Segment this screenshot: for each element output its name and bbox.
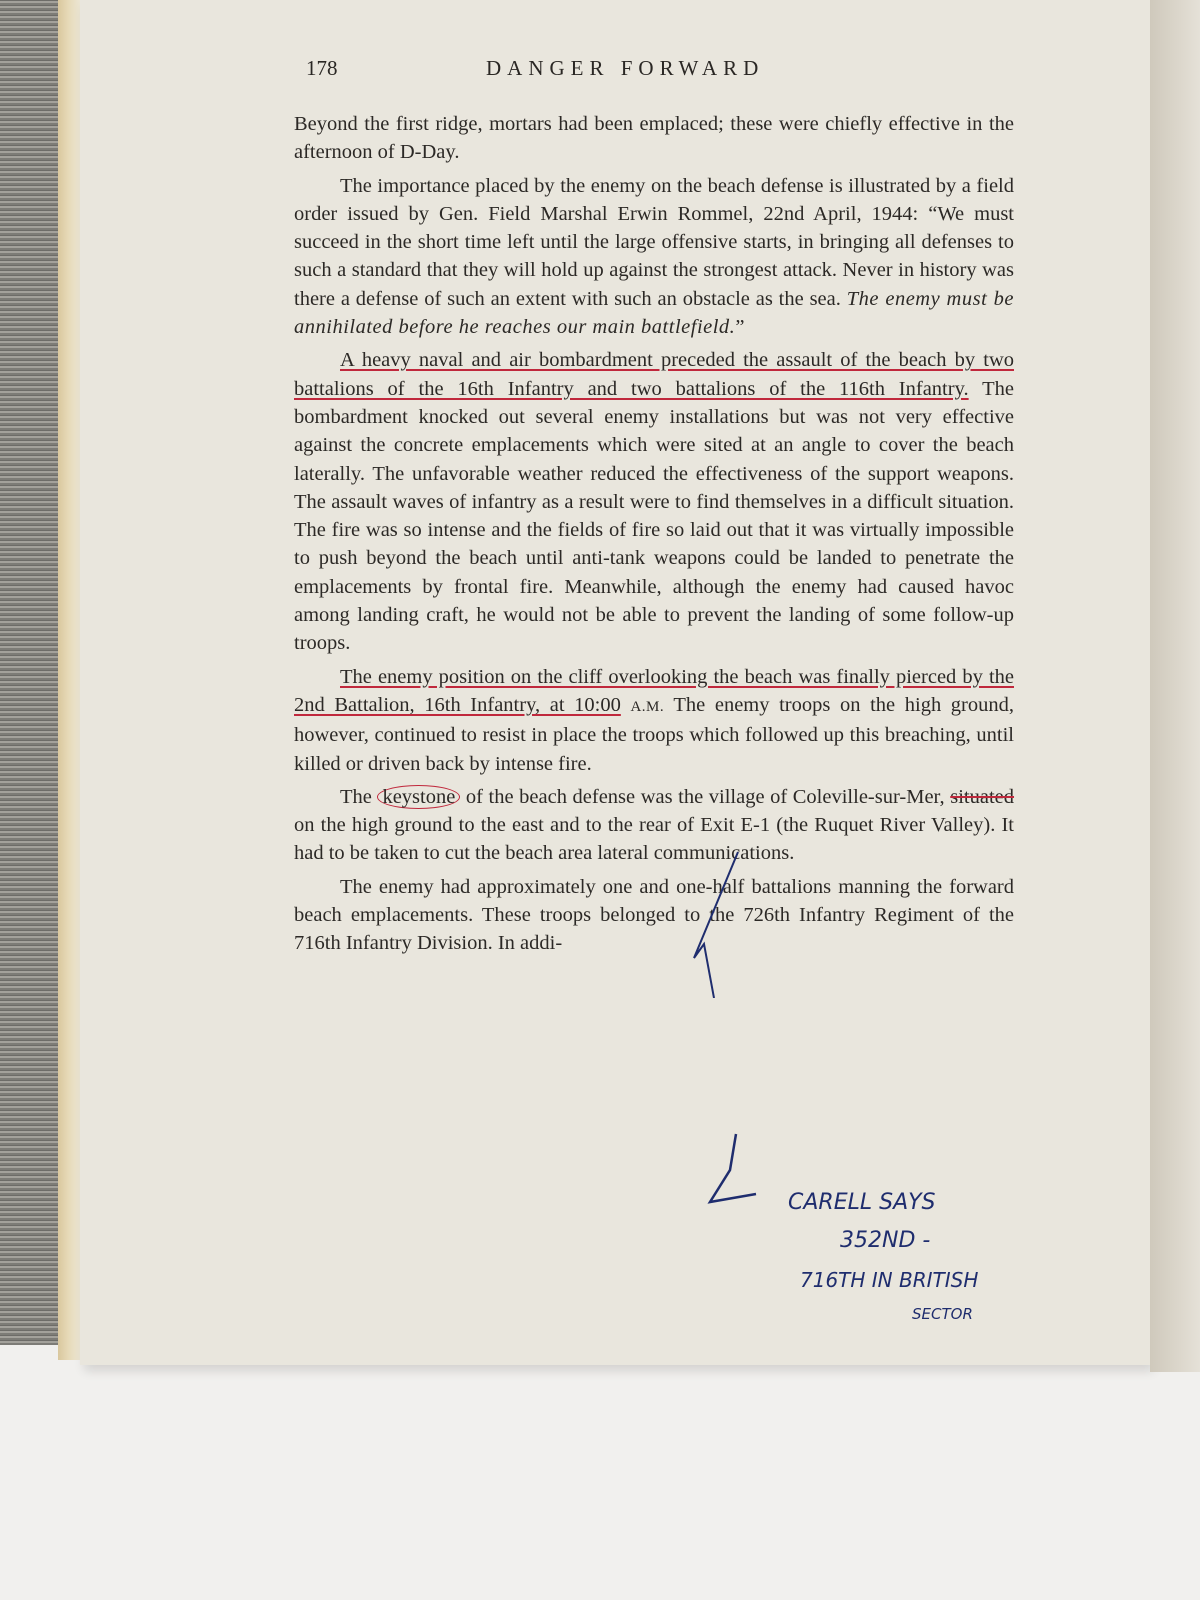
paragraph-3 xyxy=(294,346,1014,657)
running-title: DANGER FORWARD xyxy=(486,56,765,80)
note-line-4: SECTOR xyxy=(912,1305,973,1323)
note-line-3: 716TH IN BRITISH xyxy=(800,1268,979,1292)
underlined-bombardment-text: A heavy naval and air bombardment preceded the assault of the beach by two battalions of the 16th Infantry and two battalions of the 116th Infantry. xyxy=(294,349,1014,400)
running-head xyxy=(306,56,846,88)
rommel-quote-italic: The enemy must be annihilated before he reaches our main battlefield. xyxy=(294,287,1014,339)
paragraph-2-close-quote: ” xyxy=(735,316,745,339)
paragraph-2-text: The importance placed by the enemy on the beach defense is illustrated by a field order issued by Gen. Field Marshal Erwin Rommel, 22nd April, 1944: “We must succeed in the short time left until the large offensive starts, in bringing all defenses to such a standard that they will hold up against the strongest attack. Never in history was there a defense of such an extent with such an obstacle as the sea. xyxy=(294,174,1014,310)
paragraph-6: The enemy had approximately one and one-half battalions manning the forward beach emplacements. These troops belonged to the 726th Infantry Regiment of the 716th Infantry Division. In addi- xyxy=(294,875,1014,955)
book-spine-cloth xyxy=(0,0,58,1345)
paragraph-5-start: The xyxy=(340,785,378,808)
paragraph-3-text: The bombardment knocked out several enemy installations but was not very effective against the concrete emplacements which were sited at an angle to cover the beach laterally. The unfavorable weather reduced the effectiveness of the support weapons. The assault waves of infantry as a result were to find themselves in a difficult situation. The fire was so intense and the fields of fire so laid out that it was virtually impossible to push beyond the beach until anti-tank weapons could be landed to penetrate the emplacements by frontal fire. Meanwhile, although the enemy had caused havoc among landing craft, he would not be able to prevent the landing of some follow-up troops. xyxy=(294,377,1014,655)
page-number: 178 xyxy=(306,56,338,80)
blue-pen-mark-icon xyxy=(690,848,750,998)
struck-situated: situated xyxy=(950,785,1015,808)
handwritten-margin-note xyxy=(700,1130,1000,1350)
paragraph-4 xyxy=(294,663,1014,778)
underlined-breach-text: The enemy position on the cliff overlooking the beach was finally pierced by the 2nd Battalion, 16th Infantry, at 10:00 xyxy=(294,665,1014,716)
paragraph-4-text: The enemy troops on the high ground, however, continued to resist in place the troops which followed up this breaching, until killed or driven back by intense fire. xyxy=(294,693,1015,775)
note-line-1: CARELL SAYS xyxy=(788,1190,936,1215)
page-edge-right xyxy=(1150,0,1200,1372)
page-edge-left xyxy=(58,0,80,1360)
time-am: A.M. xyxy=(630,698,665,715)
paragraph-5-text: on the high ground to the east and to the rear of Exit E-1 (the Ruquet River Valley). It had to be taken to cut the beach area lateral communications. xyxy=(294,814,1014,865)
note-line-2: 352ND - xyxy=(840,1228,931,1253)
circled-keystone: keystone xyxy=(377,785,460,809)
body-text xyxy=(294,110,1014,958)
paragraph-5-mid: of the beach defense was the village of Coleville-sur-Mer, xyxy=(460,785,951,808)
paragraph-1: Beyond the first ridge, mortars had been emplaced; these were chiefly effective in the afternoon of D-Day. xyxy=(294,113,1014,164)
insertion-caret-icon xyxy=(700,1130,790,1240)
paragraph-5 xyxy=(294,783,1014,868)
paragraph-2 xyxy=(294,172,1014,342)
